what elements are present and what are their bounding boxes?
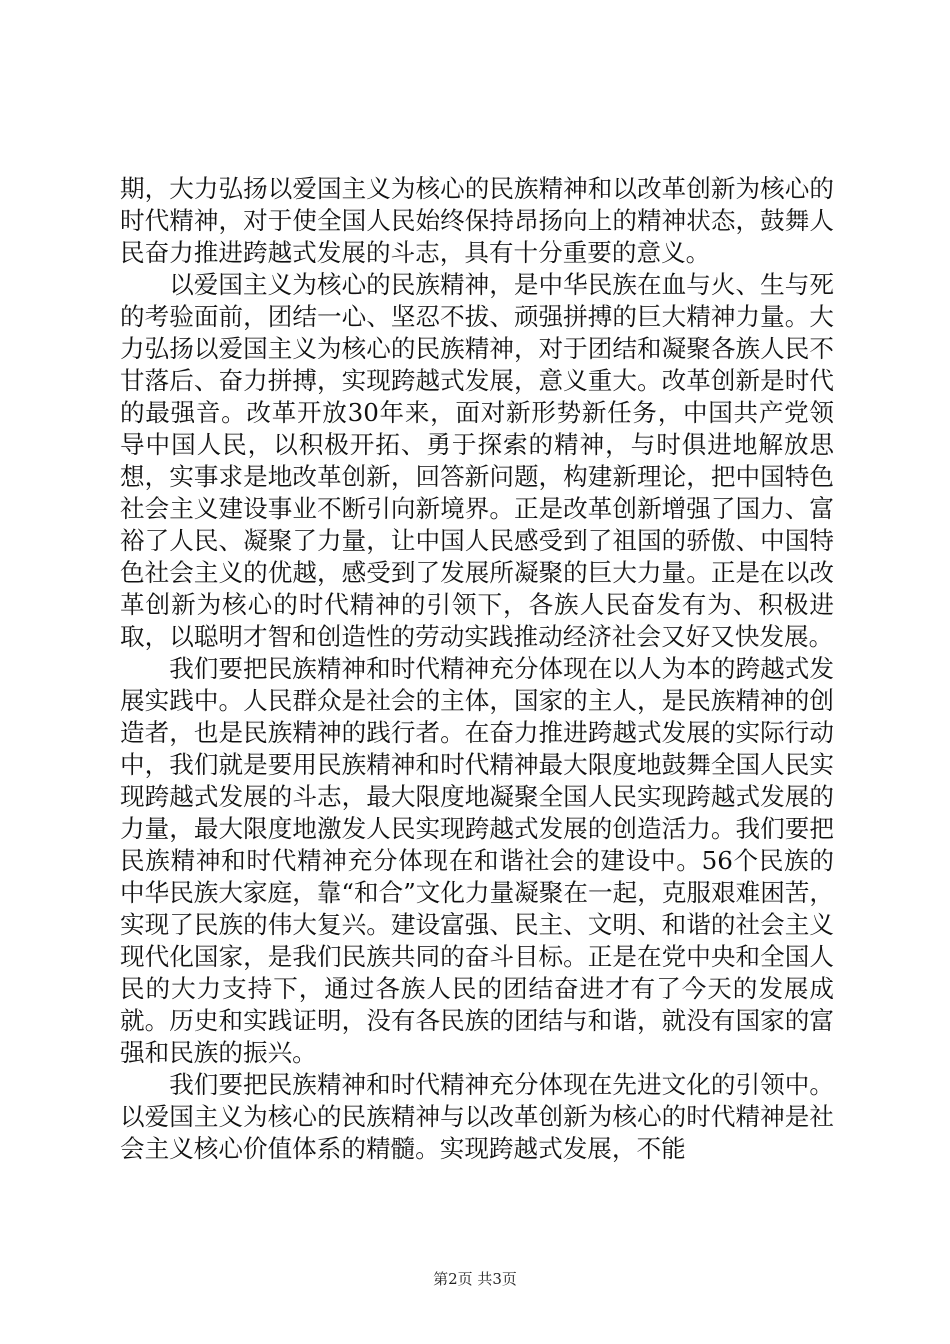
page-number-footer: 第2页 共3页 <box>433 1270 517 1288</box>
paragraph-advanced-culture: 我们要把民族精神和时代精神充分体现在先进文化的引领中。以爱国主义为核心的民族精神与以改革创新为核心的时代精神是社会主义核心价值体系的精髓。实现跨越式发展，不能 <box>120 1070 834 1163</box>
paragraph-people-oriented-development: 我们要把民族精神和时代精神充分体现在以人为本的跨越式发展实践中。人民群众是社会的主体，国家的主人，是民族精神的创造者，也是民族精神的践行者。在奋力推进跨越式发展的实际行动中，我们就是要用民族精神和时代精神最大限度地鼓舞全国人民实现跨越式发展的斗志，最大限度地凝聚全国人民实现跨越式发展的力量，最大限度地激发人民实现跨越式发展的创造活力。我们要把民族精神和时代精神充分体现在和谐社会的建设中。56个民族的中华民族大家庭，靠“和合”文化力量凝聚在一起，克服艰难困苦，实现了民族的伟大复兴。建设富强、民主、文明、和谐的社会主义现代化国家，是我们民族共同的奋斗目标。正是在党中央和全国人民的大力支持下，通过各族人民的团结奋进才有了今天的发展成就。历史和实践证明，没有各民族的团结与和谐，就没有国家的富强和民族的振兴。 <box>120 654 834 1067</box>
paragraph-national-spirit: 以爱国主义为核心的民族精神，是中华民族在血与火、生与死的考验面前，团结一心、坚忍不拔、顽强拼搏的巨大精神力量。大力弘扬以爱国主义为核心的民族精神，对于团结和凝聚各族人民不甘落后、奋力拼搏，实现跨越式发展，意义重大。改革创新是时代的最强音。改革开放30年来，面对新形势新任务，中国共产党领导中国人民，以积极开拓、勇于探索的精神，与时俱进地解放思想，实事求是地改革创新，回答新问题，构建新理论，把中国特色社会主义建设事业不断引向新境界。正是改革创新增强了国力、富裕了人民、凝聚了力量，让中国人民感受到了祖国的骄傲、中国特色社会主义的优越，感受到了发展所凝聚的巨大力量。正是在以改革创新为核心的时代精神的引领下，各族人民奋发有为、积极进取，以聪明才智和创造性的劳动实践推动经济社会又好又快发展。 <box>120 270 834 651</box>
document-body <box>120 173 834 1165</box>
paragraph-continuation: 期，大力弘扬以爱国主义为核心的民族精神和以改革创新为核心的时代精神，对于使全国人民始终保持昂扬向上的精神状态，鼓舞人民奋力推进跨越式发展的斗志，具有十分重要的意义。 <box>120 174 834 267</box>
